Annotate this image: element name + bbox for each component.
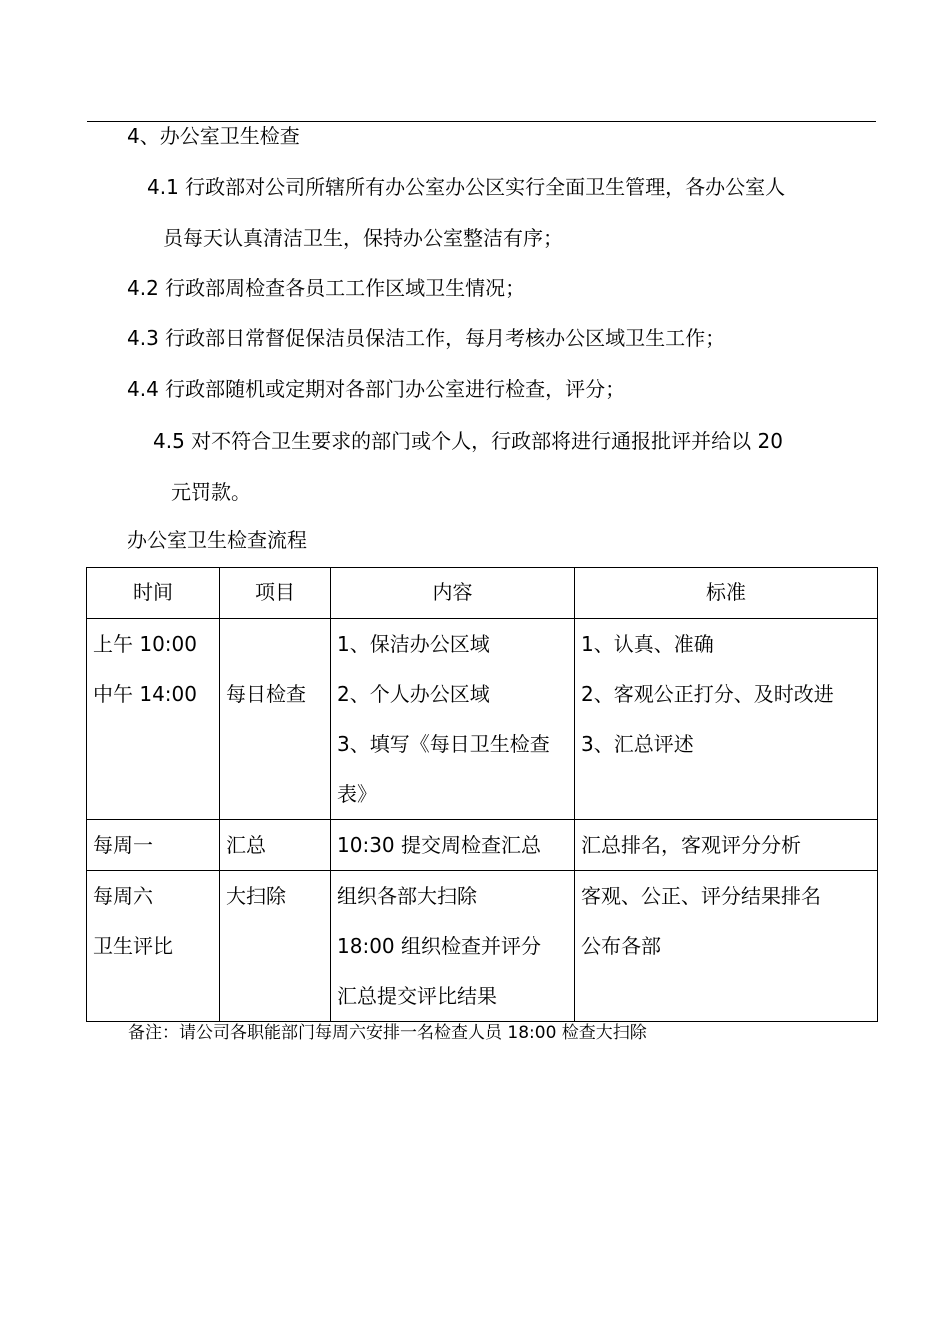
cell-item: [220, 619, 331, 820]
cell-text: 表》: [337, 782, 377, 806]
cell-text: 2、个人办公区域: [337, 682, 490, 706]
cell-text: 汇总: [226, 833, 266, 857]
cell-text: 大扫除: [226, 884, 286, 908]
cell-time: [87, 871, 220, 1022]
cell-text: 每日检查: [226, 682, 306, 706]
cell-text: 3、汇总评述: [581, 732, 694, 756]
header-content: 内容: [331, 568, 575, 619]
header-standard: 标准: [575, 568, 878, 619]
cell-text: 组织各部大扫除: [337, 884, 477, 908]
cell-text: [226, 619, 324, 669]
cell-text: 卫生评比: [93, 934, 173, 958]
item-4-3: 4.3 行政部日常督促保洁员保洁工作，每月考核办公区域卫生工作；: [127, 326, 726, 350]
table-title: 办公室卫生检查流程: [127, 528, 307, 552]
cell-standard: [575, 820, 878, 871]
cell-text: 18:00 组织检查并评分: [337, 934, 541, 958]
item-4-4: 4.4 行政部随机或定期对各部门办公室进行检查，评分；: [127, 377, 626, 401]
cell-text: 上午 10:00: [93, 632, 197, 656]
cell-item: [220, 820, 331, 871]
item-4-5-line-1: 4.5 对不符合卫生要求的部门或个人，行政部将进行通报批评并给以 20: [153, 429, 783, 453]
header-time: 时间: [87, 568, 220, 619]
cell-text: 中午 14:00: [93, 682, 197, 706]
footnote: 备注：请公司各职能部门每周六安排一名检查人员 18:00 检查大扫除: [128, 1023, 647, 1043]
cell-text: 汇总排名，客观评分分析: [581, 833, 801, 857]
cell-standard: [575, 871, 878, 1022]
cell-text: 每周一: [93, 833, 153, 857]
cell-content: [331, 619, 575, 820]
cell-text: 每周六: [93, 884, 153, 908]
table-row: [87, 619, 878, 820]
section-heading: 4、办公室卫生检查: [127, 124, 300, 148]
cell-standard: [575, 619, 878, 820]
item-4-5-line-2: 元罚款。: [171, 480, 251, 504]
item-4-2: 4.2 行政部周检查各员工工作区域卫生情况；: [127, 276, 526, 300]
header-rule: [87, 121, 876, 122]
cell-time: [87, 820, 220, 871]
table-row: [87, 820, 878, 871]
cell-text: 公布各部: [581, 934, 661, 958]
table-header-row: [87, 568, 878, 619]
cell-text: 1、保洁办公区域: [337, 632, 490, 656]
cell-text: 客观、公正、评分结果排名: [581, 884, 821, 908]
item-4-1-line-2: 员每天认真清洁卫生，保持办公室整洁有序；: [163, 226, 563, 250]
cell-text: 10:30 提交周检查汇总: [337, 833, 541, 857]
table-row: [87, 871, 878, 1022]
cell-content: [331, 871, 575, 1022]
cell-content: [331, 820, 575, 871]
cell-text: 2、客观公正打分、及时改进: [581, 682, 834, 706]
header-item: 项目: [220, 568, 331, 619]
cell-item: [220, 871, 331, 1022]
cell-text: 1、认真、准确: [581, 632, 714, 656]
cell-time: [87, 619, 220, 820]
cell-text: 汇总提交评比结果: [337, 984, 497, 1008]
cell-text: 3、填写《每日卫生检查: [337, 732, 550, 756]
item-4-1-line-1: 4.1 行政部对公司所辖所有办公室办公区实行全面卫生管理，各办公室人: [147, 175, 786, 199]
inspection-flow-table: [86, 567, 878, 1022]
